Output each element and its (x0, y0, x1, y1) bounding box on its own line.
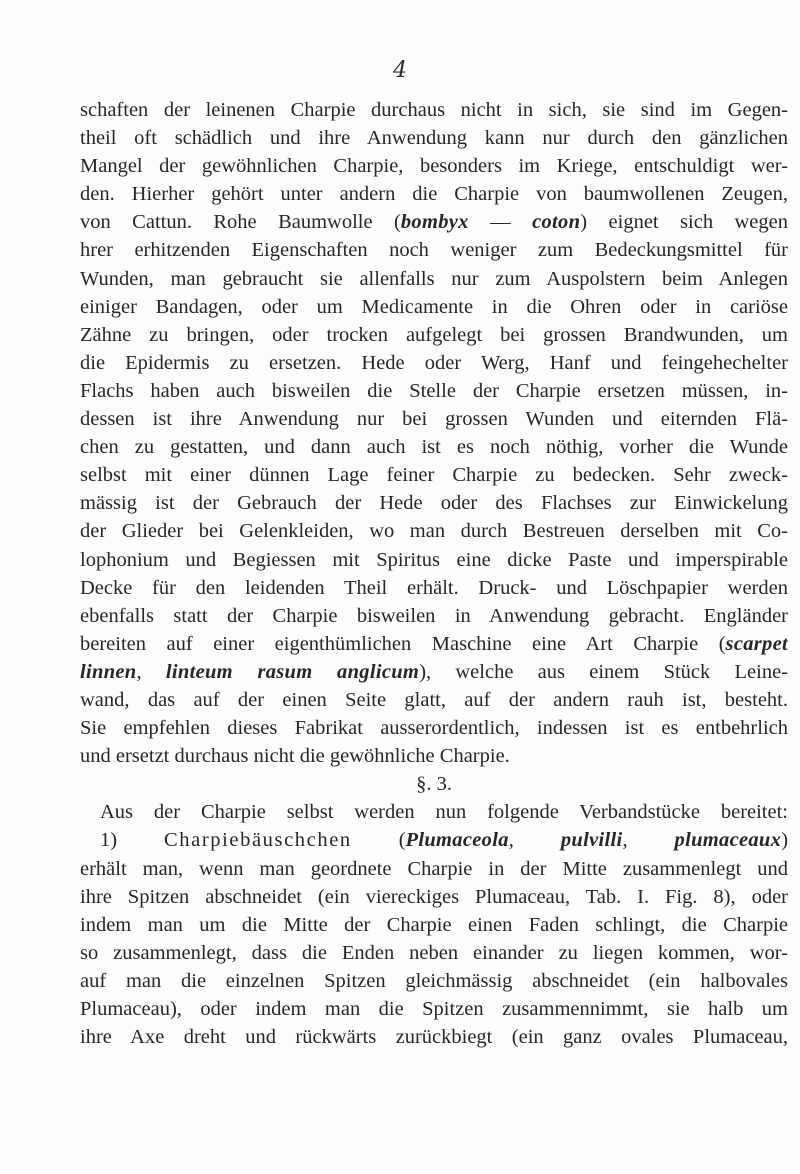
text-segment: Flachs haben auch bisweilen die Stelle der Charpie ersetzen müssen, in- (80, 379, 788, 402)
text-segment: die Epidermis zu ersetzen. Hede oder Werg, Hanf und feingehechelter (80, 351, 788, 374)
text-segment: schaften der leinenen Charpie durchaus nicht in sich, sie sind im Gegen- (80, 99, 788, 121)
text-segment: der Glieder bei Gelenkleiden, wo man durch Bestreuen derselben mit Co- (80, 520, 788, 543)
text-segment: Zähne zu bringen, oder trocken aufgelegt bei grossen Brandwunden, um (80, 323, 788, 346)
text-segment: Plumaceau), oder indem man die Spitzen zusammennimmt, sie halb um (80, 998, 788, 1020)
text-line (80, 1023, 788, 1051)
text-segment: von Cattun. Rohe Baumwolle ( (80, 211, 401, 234)
text-segment: , (622, 829, 675, 852)
text-segment: indem man um die Mitte der Charpie einen Faden schlingt, die Charpie (80, 913, 788, 936)
text-segment: 1) (100, 829, 165, 852)
text-segment: hrer erhitzenden Eigenschaften noch weniger zum Bedeckungsmittel für (80, 239, 788, 262)
text-segment: ebenfalls statt der Charpie bisweilen in Anwendung gebracht. Engländer (80, 604, 788, 627)
text-line (80, 265, 788, 293)
text-line (80, 742, 788, 770)
text-line (80, 377, 788, 405)
text-line (80, 236, 788, 264)
text-line (80, 967, 788, 995)
italic-term: scarpet (725, 632, 788, 655)
text-line (80, 152, 788, 180)
text-line (80, 517, 788, 545)
text-segment: theil oft schädlich und ihre Anwendung kann nur durch den gänzlichen (80, 127, 788, 150)
text-segment: so zusammenlegt, dass die Enden neben einander zu liegen kommen, wor- (80, 941, 788, 964)
italic-term: Plumaceola (405, 829, 509, 852)
text-segment: den. Hierher gehört unter andern die Charpie von baumwollenen Zeugen, (80, 183, 788, 206)
text-segment: selbst mit einer dünnen Lage feiner Charpie zu bedecken. Sehr zweck- (80, 464, 788, 487)
text-segment: — (468, 211, 533, 234)
text-segment: Sie empfehlen dieses Fabrikat ausserordentlich, indessen ist es entbehrlich (80, 717, 788, 740)
text-segment: mässig ist der Gebrauch der Hede oder des Flachses zur Einwickelung (80, 492, 788, 515)
text-segment: §. 3. (416, 773, 452, 796)
text-segment: ihre Axe dreht und rückwärts zurückbiegt (ein ganz ovales Plumaceau, (80, 1026, 788, 1049)
text-line (80, 714, 788, 742)
text-line (80, 798, 788, 826)
italic-term: linteum rasum anglicum (165, 660, 420, 683)
text-line (80, 826, 788, 854)
text-segment: , (136, 660, 166, 683)
text-line (80, 405, 788, 433)
text-segment: ) (781, 829, 789, 852)
text-line (80, 855, 788, 883)
italic-term: pulvilli (560, 829, 623, 852)
section-heading (80, 770, 788, 798)
body-text (80, 96, 788, 1051)
text-line (80, 180, 788, 208)
text-line (80, 911, 788, 939)
text-segment: bereiten auf einer eigenthümlichen Maschine eine Art Charpie ( (80, 632, 726, 655)
text-line (80, 433, 788, 461)
text-segment: Wunden, man gebraucht sie allenfalls nur zum Auspolstern beim Anlegen (80, 267, 788, 290)
italic-term: coton (532, 211, 581, 234)
text-segment: ), welche aus einem Stück Leine- (419, 660, 788, 683)
text-line (80, 349, 788, 377)
text-segment: Mangel der gewöhnlichen Charpie, besonders im Kriege, entschuldigt wer- (80, 155, 788, 178)
spaced-term: Charpiebäuschchen (164, 829, 352, 852)
italic-term: linnen (80, 660, 137, 683)
text-segment: , (508, 829, 561, 852)
text-line (80, 602, 788, 630)
text-line (80, 124, 788, 152)
text-line (80, 293, 788, 321)
text-segment: ihre Spitzen abschneidet (ein viereckiges Plumaceau, Tab. I. Fig. 8), oder (80, 885, 788, 908)
text-segment: wand, das auf der einen Seite glatt, auf der andern rauh ist, besteht. (80, 688, 788, 711)
text-line (80, 939, 788, 967)
text-segment: und ersetzt durchaus nicht die gewöhnliche Charpie. (80, 745, 510, 768)
text-line (80, 995, 788, 1023)
text-segment: einiger Bandagen, oder um Medicamente in die Ohren oder in cariöse (80, 295, 788, 318)
italic-term: bombyx (400, 211, 469, 234)
text-line (80, 630, 788, 658)
page-number: 4 (393, 58, 407, 83)
text-line (80, 658, 788, 686)
text-line (80, 489, 788, 517)
text-segment: chen zu gestatten, und dann auch ist es noch nöthig, vorher die Wunde (80, 436, 788, 459)
text-line (80, 321, 788, 349)
text-segment: lophonium und Begiessen mit Spiritus eine dicke Paste und imperspirable (80, 548, 788, 571)
text-segment: Decke für den leidenden Theil erhält. Druck- und Löschpapier werden (80, 576, 788, 599)
text-segment: erhält man, wenn man geordnete Charpie in der Mitte zusammenlegt und (80, 857, 788, 880)
text-line (80, 96, 788, 124)
text-line (80, 208, 788, 236)
text-segment: ) eignet sich wegen (580, 211, 788, 234)
text-segment: ( (351, 829, 406, 852)
text-segment: dessen ist ihre Anwendung nur bei grossen Wunden und eiternden Flä- (80, 408, 788, 431)
text-segment: Aus der Charpie selbst werden nun folgende Verbandstücke bereitet: (100, 801, 788, 824)
text-line (80, 546, 788, 574)
text-segment: auf man die einzelnen Spitzen gleichmässig abschneidet (ein halbovales (80, 969, 788, 992)
text-line (80, 883, 788, 911)
text-line (80, 461, 788, 489)
italic-term: plumaceaux (674, 829, 782, 852)
text-line (80, 574, 788, 602)
text-line (80, 686, 788, 714)
